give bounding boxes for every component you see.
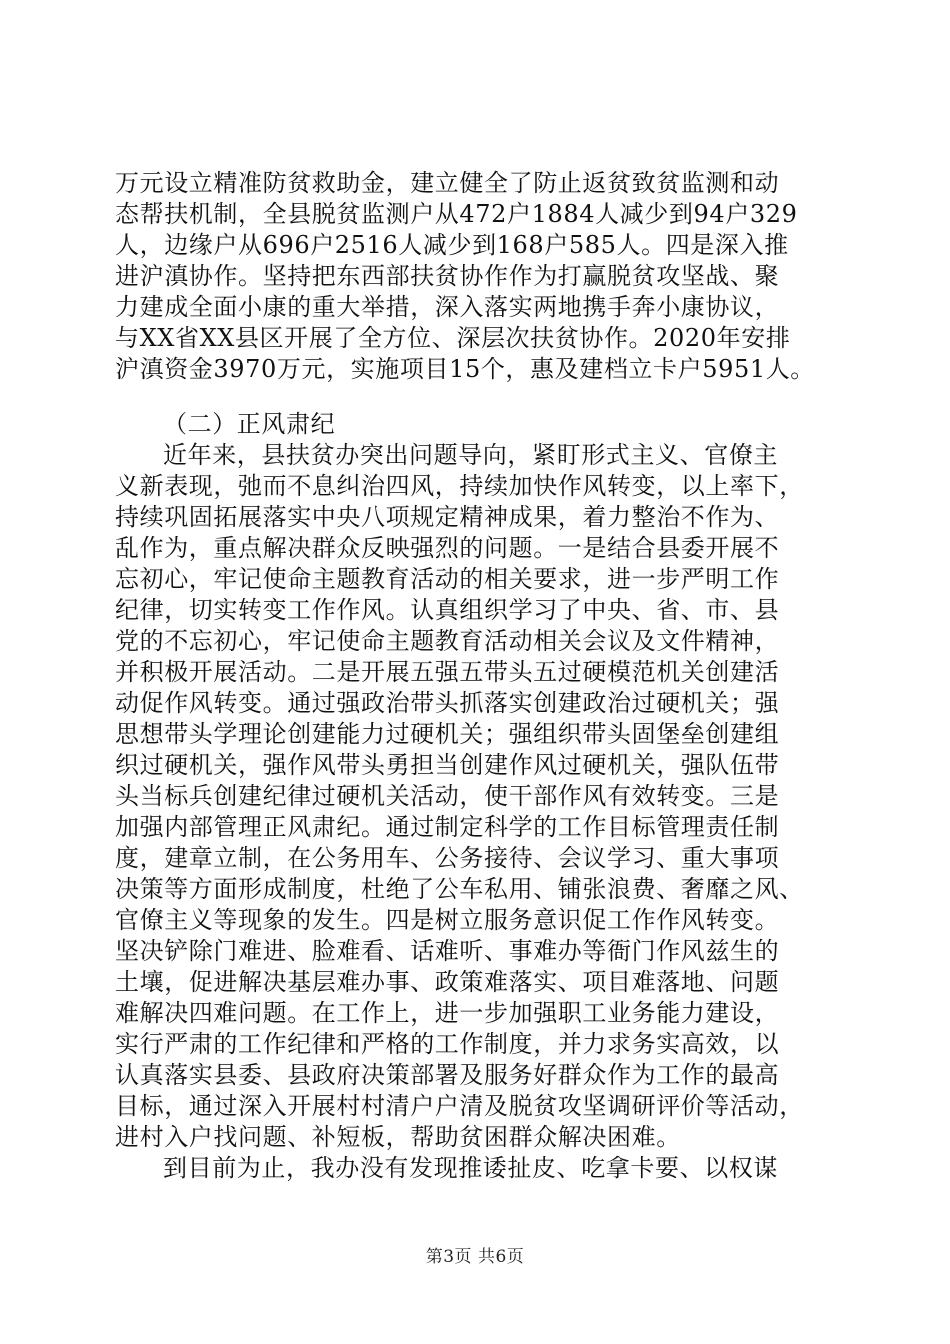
document-body <box>115 168 835 1184</box>
text-line: 目标，通过深入开展村村清户户清及脱贫攻坚调研评价等活动， <box>115 1092 804 1120</box>
text-line: 土壤，促进解决基层难办事、政策难落实、项目难落地、问题 <box>115 968 780 996</box>
text-line: 党的不忘初心，牢记使命主题教育活动相关会议及文件精神， <box>115 627 780 655</box>
text-line: 进沪滇协作。坚持把东西部扶贫协作作为打赢脱贫攻坚战、聚 <box>115 262 780 290</box>
text-line: 态帮扶机制，全县脱贫监测户从472户1884人减少到94户329 <box>115 200 798 228</box>
text-line: 近年来，县扶贫办突出问题导向，紧盯形式主义、官僚主 <box>163 441 778 469</box>
text-line: 官僚主义等现象的发生。四是树立服务意识促工作作风转变。 <box>115 906 780 934</box>
text-line: 认真落实县委、县政府决策部署及服务好群众作为工作的最高 <box>115 1061 780 1089</box>
section-heading: （二）正风肃纪 <box>163 410 336 438</box>
text-line: 并积极开展活动。二是开展五强五带头五过硬模范机关创建活 <box>115 658 780 686</box>
text-line: 与XX省XX县区开展了全方位、深层次扶贫协作。2020年安排 <box>115 324 791 352</box>
text-line: 实行严肃的工作纪律和严格的工作制度，并力求务实高效，以 <box>115 1030 780 1058</box>
section-block <box>115 409 835 1184</box>
text-line: 沪滇资金3970万元，实施项目15个，惠及建档立卡户5951人。 <box>115 355 815 383</box>
text-line: 万元设立精准防贫救助金，建立健全了防止返贫致贫监测和动 <box>115 169 780 197</box>
text-line: 纪律，切实转变工作作风。认真组织学习了中央、省、市、县 <box>115 596 780 624</box>
text-line: 到目前为止，我办没有发现推诿扯皮、吃拿卡要、以权谋 <box>163 1154 778 1182</box>
text-line: 动促作风转变。通过强政治带头抓落实创建政治过硬机关；强 <box>115 689 780 717</box>
text-line: 进村入户找问题、补短板，帮助贫困群众解决困难。 <box>115 1123 681 1151</box>
paragraph-continuation <box>115 168 835 385</box>
paragraph-gap <box>115 385 835 409</box>
page-number: 第3页 共6页 <box>425 1247 525 1267</box>
text-line: 加强内部管理正风肃纪。通过制定科学的工作目标管理责任制 <box>115 813 780 841</box>
text-line: 义新表现，弛而不息纠治四风，持续加快作风转变，以上率下， <box>115 472 804 500</box>
text-line: 人，边缘户从696户2516人减少到168户585人。四是深入推 <box>115 231 789 259</box>
text-line: 度，建章立制，在公务用车、公务接待、会议学习、重大事项 <box>115 844 780 872</box>
text-line: 头当标兵创建纪律过硬机关活动，使干部作风有效转变。三是 <box>115 782 780 810</box>
text-line: 忘初心，牢记使命主题教育活动的相关要求，进一步严明工作 <box>115 565 780 593</box>
page-footer <box>0 1242 950 1267</box>
text-line: 织过硬机关，强作风带头勇担当创建作风过硬机关，强队伍带 <box>115 751 780 779</box>
text-line: 乱作为，重点解决群众反映强烈的问题。一是结合县委开展不 <box>115 534 780 562</box>
text-line: 难解决四难问题。在工作上，进一步加强职工业务能力建设， <box>115 999 780 1027</box>
text-line: 坚决铲除门难进、脸难看、话难听、事难办等衙门作风兹生的 <box>115 937 780 965</box>
text-line: 决策等方面形成制度，杜绝了公车私用、铺张浪费、奢靡之风、 <box>115 875 804 903</box>
text-line: 持续巩固拓展落实中央八项规定精神成果，着力整治不作为、 <box>115 503 780 531</box>
text-line: 思想带头学理论创建能力过硬机关；强组织带头固堡垒创建组 <box>115 720 780 748</box>
text-line: 力建成全面小康的重大举措，深入落实两地携手奔小康协议， <box>115 293 780 321</box>
